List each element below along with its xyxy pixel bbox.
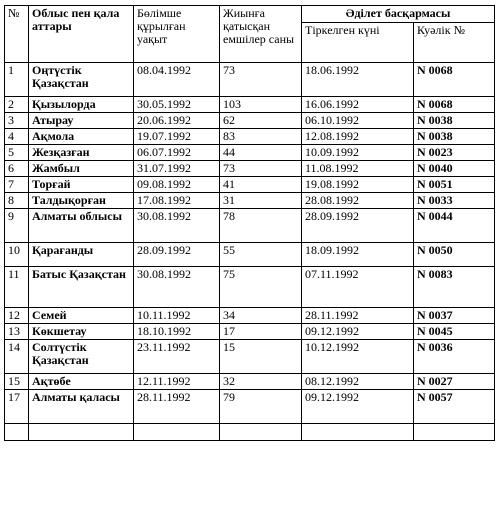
table-row [5, 308, 495, 324]
table-row [5, 209, 495, 243]
row-branch-date: 30.08.1992 [134, 209, 220, 243]
row-registered: 09.12.1992 [302, 390, 414, 424]
row-participants: 41 [220, 177, 302, 193]
row-registered: 09.12.1992 [302, 324, 414, 340]
header-branch-date: Бөлімше құрылған уақыт [134, 6, 220, 63]
row-branch-date: 10.11.1992 [134, 308, 220, 324]
row-certificate: N 0050 [414, 243, 495, 267]
row-certificate: N 0037 [414, 308, 495, 324]
row-region: Батыс Қазақстан [29, 267, 134, 308]
row-participants: 103 [220, 97, 302, 113]
row-region: Алматы қаласы [29, 390, 134, 424]
table-row [5, 243, 495, 267]
table-row [5, 113, 495, 129]
row-branch-date: 09.08.1992 [134, 177, 220, 193]
row-certificate: N 0040 [414, 161, 495, 177]
row-participants: 55 [220, 243, 302, 267]
row-certificate: N 0044 [414, 209, 495, 243]
row-num: 15 [5, 374, 29, 390]
row-registered: 28.08.1992 [302, 193, 414, 209]
row-num: 7 [5, 177, 29, 193]
row-num: 9 [5, 209, 29, 243]
row-registered: 18.09.1992 [302, 243, 414, 267]
empty-cell [29, 424, 134, 441]
row-certificate: N 0023 [414, 145, 495, 161]
row-registered: 16.06.1992 [302, 97, 414, 113]
table-row [5, 390, 495, 424]
row-certificate: N 0027 [414, 374, 495, 390]
row-region: Ақмола [29, 129, 134, 145]
registration-table [4, 5, 495, 441]
table-row [5, 324, 495, 340]
header-region: Облыс пен қала аттары [29, 6, 134, 63]
row-certificate: N 0036 [414, 340, 495, 374]
row-num: 12 [5, 308, 29, 324]
row-branch-date: 28.11.1992 [134, 390, 220, 424]
row-registered: 10.12.1992 [302, 340, 414, 374]
row-certificate: N 0057 [414, 390, 495, 424]
row-num: 17 [5, 390, 29, 424]
row-registered: 07.11.1992 [302, 267, 414, 308]
row-branch-date: 28.09.1992 [134, 243, 220, 267]
empty-row [5, 424, 495, 441]
row-registered: 06.10.1992 [302, 113, 414, 129]
row-branch-date: 12.11.1992 [134, 374, 220, 390]
row-region: Көкшетау [29, 324, 134, 340]
row-region: Оңтүстік Қазақстан [29, 63, 134, 97]
row-registered: 28.09.1992 [302, 209, 414, 243]
row-num: 3 [5, 113, 29, 129]
row-registered: 18.06.1992 [302, 63, 414, 97]
row-region: Атырау [29, 113, 134, 129]
row-participants: 62 [220, 113, 302, 129]
row-participants: 44 [220, 145, 302, 161]
row-participants: 31 [220, 193, 302, 209]
row-num: 1 [5, 63, 29, 97]
row-branch-date: 23.11.1992 [134, 340, 220, 374]
row-region: Қарағанды [29, 243, 134, 267]
row-participants: 83 [220, 129, 302, 145]
row-num: 14 [5, 340, 29, 374]
row-participants: 34 [220, 308, 302, 324]
row-participants: 78 [220, 209, 302, 243]
row-region: Ақтөбе [29, 374, 134, 390]
row-num: 11 [5, 267, 29, 308]
row-region: Жезқазған [29, 145, 134, 161]
table-row [5, 129, 495, 145]
header-num: № [5, 6, 29, 63]
table-row [5, 145, 495, 161]
table-row [5, 374, 495, 390]
row-registered: 10.09.1992 [302, 145, 414, 161]
row-certificate: N 0038 [414, 129, 495, 145]
row-branch-date: 06.07.1992 [134, 145, 220, 161]
row-num: 13 [5, 324, 29, 340]
empty-cell [5, 424, 29, 441]
row-registered: 08.12.1992 [302, 374, 414, 390]
row-certificate: N 0038 [414, 113, 495, 129]
header-row [5, 6, 495, 23]
row-num: 6 [5, 161, 29, 177]
row-region: Солтүстік Қазақстан [29, 340, 134, 374]
row-region: Алматы облысы [29, 209, 134, 243]
row-region: Семей [29, 308, 134, 324]
row-participants: 17 [220, 324, 302, 340]
row-branch-date: 18.10.1992 [134, 324, 220, 340]
row-certificate: N 0051 [414, 177, 495, 193]
row-num: 8 [5, 193, 29, 209]
table-row [5, 161, 495, 177]
document-page [4, 5, 494, 441]
table-row [5, 267, 495, 308]
table-row [5, 340, 495, 374]
row-branch-date: 17.08.1992 [134, 193, 220, 209]
empty-cell [302, 424, 414, 441]
row-certificate: N 0045 [414, 324, 495, 340]
row-participants: 73 [220, 161, 302, 177]
row-region: Жамбыл [29, 161, 134, 177]
table-row [5, 177, 495, 193]
row-num: 5 [5, 145, 29, 161]
row-participants: 79 [220, 390, 302, 424]
empty-cell [134, 424, 220, 441]
table-body [5, 63, 495, 424]
row-num: 10 [5, 243, 29, 267]
header-participants: Жиынға қатысқан емшілер саны [220, 6, 302, 63]
row-region: Қызылорда [29, 97, 134, 113]
row-registered: 19.08.1992 [302, 177, 414, 193]
table-row [5, 97, 495, 113]
row-region: Талдықорған [29, 193, 134, 209]
row-participants: 15 [220, 340, 302, 374]
row-num: 4 [5, 129, 29, 145]
row-participants: 73 [220, 63, 302, 97]
row-branch-date: 30.05.1992 [134, 97, 220, 113]
row-registered: 12.08.1992 [302, 129, 414, 145]
row-certificate: N 0068 [414, 63, 495, 97]
empty-cell [220, 424, 302, 441]
row-branch-date: 31.07.1992 [134, 161, 220, 177]
row-branch-date: 19.07.1992 [134, 129, 220, 145]
header-justice: Әділет басқармасы [302, 6, 495, 23]
row-num: 2 [5, 97, 29, 113]
row-participants: 75 [220, 267, 302, 308]
row-certificate: N 0068 [414, 97, 495, 113]
row-participants: 32 [220, 374, 302, 390]
row-certificate: N 0083 [414, 267, 495, 308]
table-row [5, 63, 495, 97]
row-registered: 28.11.1992 [302, 308, 414, 324]
header-registered: Тіркелген күні [302, 23, 414, 63]
row-registered: 11.08.1992 [302, 161, 414, 177]
row-branch-date: 08.04.1992 [134, 63, 220, 97]
row-region: Торғай [29, 177, 134, 193]
empty-cell [414, 424, 495, 441]
header-certificate: Куәлік № [414, 23, 495, 63]
table-row [5, 193, 495, 209]
row-branch-date: 30.08.1992 [134, 267, 220, 308]
row-branch-date: 20.06.1992 [134, 113, 220, 129]
row-certificate: N 0033 [414, 193, 495, 209]
